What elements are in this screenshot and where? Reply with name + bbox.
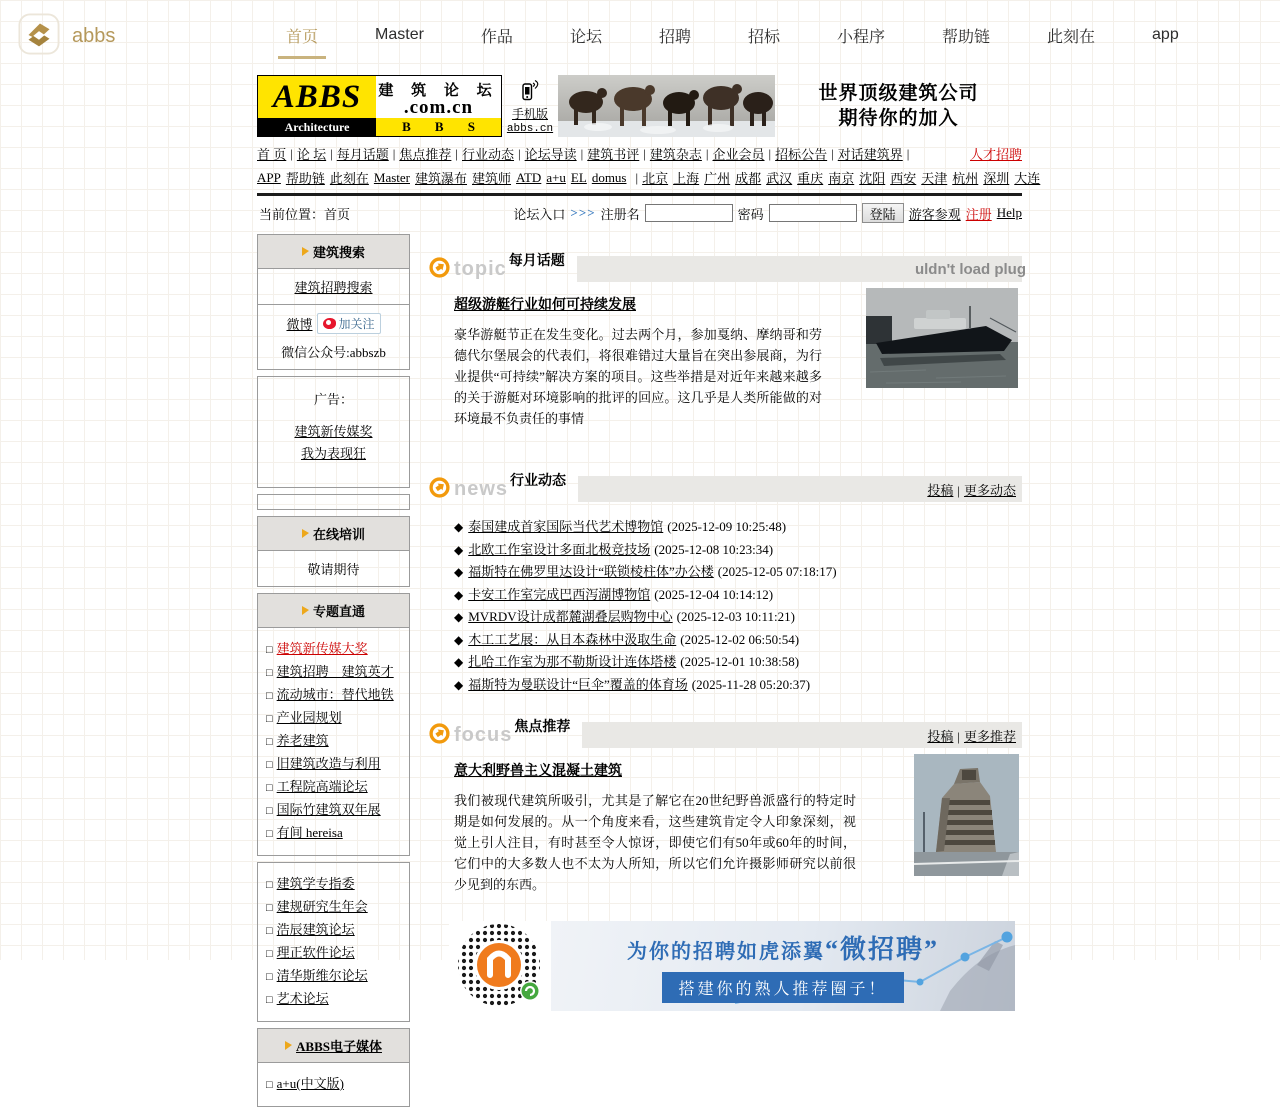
special-links-list2 [258, 863, 409, 1021]
separator: | [906, 145, 910, 161]
nav1-forum-guide[interactable]: 论坛导读 [524, 147, 577, 162]
nav2-now[interactable]: 此刻在 [329, 171, 369, 186]
news-bar [578, 476, 1022, 502]
mobile-phone-icon [520, 77, 540, 107]
special-link-elderly[interactable]: 养老建筑 [276, 733, 329, 748]
banner-ad-text[interactable]: 世界顶级建筑公司 期待你的加入 [818, 83, 979, 129]
nav2-city-chengdu[interactable]: 成都 [735, 171, 762, 186]
separator: | [455, 145, 458, 161]
news-link-8[interactable]: 福斯特为曼联设计“巨伞”覆盖的体育场 [468, 676, 688, 692]
topic-article-title[interactable]: 超级游艇行业如何可持续发展 [454, 298, 636, 313]
arrow-icon [302, 606, 309, 615]
topic-circle-arrow-icon [429, 257, 450, 282]
diamond-bullet-icon: ◆ [454, 610, 464, 624]
sidebar-empty-strip [257, 494, 410, 510]
ad-link-newmedia-award[interactable]: 建筑新传媒奖 [294, 424, 373, 439]
sidebar-header-emedia: ABBS电子媒体 [258, 1029, 409, 1063]
focus-more-link[interactable]: 更多推荐 [963, 728, 1016, 744]
hiring-banner-main [551, 921, 1015, 1011]
arrow-icon [285, 1041, 292, 1050]
banner-bbs-label: B B S [376, 118, 501, 136]
diamond-bullet-icon: ◆ [454, 677, 464, 692]
separator: | [957, 728, 960, 744]
hiring-banner-headline: 为你的招聘如虎添翼“微招聘” [626, 935, 939, 964]
topnav-items [282, 0, 1183, 70]
news-list [429, 504, 1022, 700]
login-button[interactable]: 登陆 [862, 203, 904, 223]
news-circle-arrow-icon [429, 477, 450, 502]
sidebar-header-training: 在线培训 [258, 517, 409, 551]
nav1-forum[interactable]: 论 坛 [296, 147, 327, 162]
special-link-lizheng[interactable]: 理正软件论坛 [276, 945, 355, 960]
separator: | [580, 145, 584, 161]
abbs-banner-logo[interactable] [257, 75, 502, 137]
separator: | [290, 145, 293, 161]
news-time-2: (2025-12-08 10:23:34) [654, 541, 774, 557]
sidebar-header-special: 专题直通 [258, 594, 409, 628]
ad-label: 广告： [313, 392, 353, 407]
diamond-bullet-icon: ◆ [454, 565, 464, 579]
nav1-monthly-topic[interactable]: 每月话题 [336, 147, 389, 162]
nav2-city-guangzhou[interactable]: 广州 [704, 171, 731, 186]
training-item: 敬请期待 [307, 562, 360, 577]
weibo-link[interactable]: 微博 [286, 317, 313, 332]
wechat-account: 微信公众号:abbszb [281, 345, 386, 360]
square-bullet-icon: □ [266, 736, 273, 748]
news-link-6[interactable]: 木工工艺展：从日本森林中汲取生命 [468, 631, 677, 647]
abbs-wordmark: ABBS [258, 76, 376, 118]
help-link[interactable]: Help [996, 205, 1022, 220]
nav2-au[interactable]: a+u [546, 169, 566, 185]
nav2-master[interactable]: Master [373, 169, 410, 185]
diamond-bullet-icon: ◆ [454, 520, 464, 534]
topic-section-header [429, 252, 1026, 284]
news-time-5: (2025-12-03 10:11:21) [676, 609, 795, 624]
top-navbar [0, 0, 1280, 70]
square-bullet-icon: □ [266, 690, 273, 702]
social-cell [258, 304, 409, 369]
sidebar-emedia-box [257, 1028, 410, 1107]
arrows-decoration: >>> [570, 205, 596, 220]
news-submit-link[interactable]: 投稿 [927, 482, 954, 498]
nav1-home[interactable]: 首 页 [257, 147, 287, 162]
separator: | [518, 145, 521, 161]
nav2-city-tianjin[interactable]: 天津 [921, 171, 948, 186]
nav2-architect[interactable]: 建筑师 [472, 171, 512, 186]
nav1-corp-member[interactable]: 企业会员 [712, 147, 765, 162]
news-link-4[interactable]: 卡安工作室完成巴西泻湖博物馆 [468, 586, 651, 602]
focus-article-body: 我们被现代建筑所吸引，尤其是了解它在20世纪野兽派盛行的特定时期是如何发展的。从一个角度来看，这些建筑肯定令人印象深刻，视觉上引人注目，有时甚至令人惊讶，即使它们有50年或60年的时间，它们中的大多数人也不太为人所知，所以它们允许摄影师研究以前很少见到的东西。 [454, 793, 856, 892]
nav2-city-chongqing[interactable]: 重庆 [797, 171, 824, 186]
weibo-follow-button[interactable]: 加关注 [317, 313, 381, 334]
news-time-4: (2025-12-04 10:14:12) [654, 586, 774, 602]
separator: | [635, 169, 639, 185]
separator: | [705, 145, 709, 161]
nav1-industry-news[interactable]: 行业动态 [462, 147, 515, 162]
special-link-gradconf[interactable]: 建规研究生年会 [276, 899, 368, 914]
news-link-5[interactable]: MVRDV设计成都麓湖叠层购物中心 [468, 609, 673, 624]
topnav-item-miniprogram[interactable]: 小程序 [836, 28, 885, 46]
square-bullet-icon: □ [266, 713, 273, 725]
news-time-6: (2025-12-02 06:50:54) [680, 631, 800, 647]
square-bullet-icon: □ [266, 948, 273, 960]
nav2-app[interactable]: APP [257, 169, 281, 185]
diamond-bullet-icon: ◆ [454, 632, 464, 647]
sidebar [257, 234, 410, 1113]
nav1-dialogue[interactable]: 对话建筑界 [837, 147, 903, 162]
nav2-city-dalian[interactable]: 大连 [1014, 171, 1041, 186]
emedia-links-list [258, 1063, 409, 1106]
hiring-banner-subline: 搭建你的熟人推荐圈子！ [662, 972, 903, 1003]
arrow-icon [302, 529, 309, 538]
separator: | [330, 145, 333, 161]
news-link-7[interactable]: 扎哈工作室为那不勒斯设计连体塔楼 [468, 654, 677, 669]
nav2-city-hangzhou[interactable]: 杭州 [952, 171, 979, 186]
nav2-city-shenzhen[interactable]: 深圳 [983, 171, 1010, 186]
focus-tag: focus [454, 723, 513, 746]
square-bullet-icon: □ [266, 667, 273, 679]
mobile-url-link[interactable]: abbs.cn [506, 123, 554, 135]
sidebar-special-box2 [257, 862, 410, 1022]
login-cluster [513, 203, 1022, 223]
focus-title: 焦点推荐 [514, 718, 571, 734]
nav-links-row2 [257, 168, 1041, 196]
topnav-item-works[interactable]: 作品 [480, 28, 513, 46]
topnav-item-now[interactable]: 此刻在 [1047, 28, 1096, 46]
topic-article [429, 284, 1022, 454]
square-bullet-icon: □ [266, 902, 273, 914]
banner-architecture-label: Architecture [258, 118, 376, 136]
sidebar-header-search: 建筑搜索 [258, 235, 409, 269]
focus-submit-link[interactable]: 投稿 [927, 728, 954, 744]
special-link-newmedia[interactable]: 建筑新传媒大奖 [276, 641, 368, 656]
topnav-item-jobs[interactable]: 招聘 [658, 28, 691, 46]
nav2-waterfall[interactable]: 建筑瀑布 [415, 171, 468, 186]
nav2-atd[interactable]: ATD [516, 169, 542, 185]
mobile-version-box [502, 75, 558, 137]
qr-code-image [449, 921, 551, 1011]
topic-tag: topic [454, 257, 507, 280]
nav2-city-xian[interactable]: 西安 [890, 171, 917, 186]
special-link-renovation[interactable]: 旧建筑改造与利用 [276, 756, 381, 771]
special-link-recruit[interactable]: 建筑招聘 建筑英才 [276, 664, 394, 679]
banner-horses-image[interactable] [558, 75, 775, 137]
topnav-item-helplink[interactable]: 帮助链 [942, 28, 991, 46]
nav1-tender-notice[interactable]: 招标公告 [775, 147, 828, 162]
site-banner [257, 75, 1022, 137]
login-row [257, 198, 1022, 228]
news-tag: news [454, 477, 509, 500]
square-bullet-icon: □ [266, 879, 273, 891]
separator: | [957, 482, 960, 498]
ad-link-expression[interactable]: 我为表现狂 [300, 446, 366, 461]
nav2-city-shanghai[interactable]: 上海 [673, 171, 700, 186]
nav1-book-review[interactable]: 建筑书评 [587, 147, 640, 162]
nav2-helplink[interactable]: 帮助链 [285, 171, 325, 186]
content-column [429, 234, 1026, 1113]
nav1-focus[interactable]: 焦点推荐 [399, 147, 452, 162]
special-link-haochen[interactable]: 浩辰建筑论坛 [276, 922, 355, 937]
brutalist-building-image[interactable] [914, 754, 1019, 876]
news-time-7: (2025-12-01 10:38:58) [680, 654, 800, 669]
topnav-item-home[interactable]: 首页 [282, 6, 322, 65]
password-label: 密码 [737, 206, 764, 222]
register-link[interactable]: 注册 [965, 206, 992, 222]
banner-domain: .com.cn [403, 96, 474, 118]
topnav-item-tender[interactable]: 招标 [747, 28, 780, 46]
news-more-link[interactable]: 更多动态 [963, 482, 1016, 498]
password-input[interactable] [769, 204, 857, 222]
abbs-logo-icon [18, 13, 60, 60]
news-time-3: (2025-12-05 07:18:17) [717, 564, 837, 579]
nav2-city-beijing[interactable]: 北京 [642, 171, 669, 186]
special-link-engineering-forum[interactable]: 工程院高端论坛 [276, 779, 368, 794]
square-bullet-icon: □ [266, 759, 273, 771]
separator: | [392, 145, 396, 161]
banner-zh-title: 建 筑 论 坛 [378, 82, 499, 99]
sidebar-search-box [257, 234, 410, 370]
job-search-link[interactable]: 建筑招聘搜索 [294, 280, 373, 295]
focus-article-title[interactable]: 意大利野兽主义混凝土建筑 [454, 764, 622, 779]
username-input[interactable] [645, 204, 733, 222]
main-column [257, 75, 1041, 1113]
mobile-version-link[interactable]: 手机版 [511, 107, 548, 121]
plugin-error-text: uldn't load plug [914, 260, 1026, 278]
topic-title: 每月话题 [508, 252, 565, 268]
focus-section-header [429, 720, 1022, 750]
special-link-industrial-park[interactable]: 产业园规划 [276, 710, 342, 725]
news-time-8: (2025-11-28 05:20:37) [691, 676, 811, 692]
nav1-magazine[interactable]: 建筑杂志 [649, 147, 702, 162]
focus-article [429, 750, 1022, 895]
news-link-2[interactable]: 北欧工作室设计多面北极竞技场 [468, 541, 651, 557]
arrow-icon [302, 247, 309, 256]
separator: | [831, 145, 834, 161]
brand[interactable] [18, 13, 115, 60]
username-label: 注册名 [600, 206, 640, 222]
square-bullet-icon: □ [266, 971, 273, 983]
sidebar-training-box [257, 516, 410, 587]
guest-visit-link[interactable]: 游客参观 [908, 206, 961, 222]
news-link-1[interactable]: 泰国建成首家国际当代艺术博物馆 [468, 519, 664, 534]
special-link-art-forum[interactable]: 艺术论坛 [276, 991, 329, 1006]
special-link-thsware[interactable]: 清华斯维尔论坛 [276, 968, 368, 983]
square-bullet-icon: □ [266, 925, 273, 937]
topnav-item-master[interactable]: Master [375, 26, 424, 43]
square-bullet-icon: □ [266, 1079, 273, 1091]
diamond-bullet-icon: ◆ [454, 655, 464, 669]
square-bullet-icon: □ [266, 644, 273, 656]
diamond-bullet-icon: ◆ [454, 587, 464, 602]
forum-entry-label: 论坛入口 [513, 206, 566, 222]
diamond-bullet-icon: ◆ [454, 542, 464, 557]
nav2-city-nanjing[interactable]: 南京 [828, 171, 855, 186]
news-title: 行业动态 [510, 472, 567, 488]
breadcrumb: 当前位置：首页 [259, 206, 351, 222]
nav1-talent-recruit[interactable]: 人才招聘 [969, 147, 1022, 162]
nav2-city-wuhan[interactable]: 武汉 [766, 171, 793, 186]
topnav-item-forum[interactable]: 论坛 [569, 28, 602, 46]
special-link-archschool[interactable]: 建筑学专指委 [276, 876, 355, 891]
focus-circle-arrow-icon [429, 723, 450, 748]
emedia-link-au[interactable]: a+u(中文版) [276, 1076, 344, 1091]
special-links-list [258, 628, 409, 855]
square-bullet-icon: □ [266, 805, 273, 817]
special-link-bamboo[interactable]: 国际竹建筑双年展 [276, 802, 381, 817]
news-link-3[interactable]: 福斯特在佛罗里达设计“联锁棱柱体”办公楼 [468, 564, 714, 579]
sidebar-special-box [257, 593, 410, 856]
special-link-hereisa[interactable]: 有间 hereisa [276, 825, 343, 840]
square-bullet-icon: □ [266, 782, 273, 794]
special-link-mobile-city[interactable]: 流动城市：替代地铁 [276, 687, 394, 702]
square-bullet-icon: □ [266, 828, 273, 840]
topic-article-body: 豪华游艇节正在发生变化。过去两个月，参加戛纳、摩纳哥和劳德代尔堡展会的代表们，将很难错过大量旨在突出参展商，为行业提供“可持续”解决方案的项目。这些举措是对近年来越来越多的关于游艇对环境影响的批评的回应。这几乎是人类所能做的对环境最不负责任的事情 [454, 327, 822, 426]
square-bullet-icon: □ [266, 994, 273, 1006]
yacht-image[interactable] [866, 288, 1018, 388]
nav2-el[interactable]: EL [570, 169, 587, 185]
topic-bar [577, 256, 1026, 282]
weibo-icon [323, 318, 336, 329]
wechat-hiring-banner[interactable] [449, 921, 1015, 1011]
focus-bar [582, 722, 1022, 748]
sidebar-ad-box [257, 376, 410, 488]
news-time-1: (2025-12-09 10:25:48) [667, 519, 787, 534]
nav2-city-shenyang[interactable]: 沈阳 [859, 171, 886, 186]
topnav-item-app[interactable]: app [1152, 26, 1179, 43]
news-section-header [429, 474, 1022, 504]
nav2-domus[interactable]: domus [591, 169, 627, 185]
separator: | [768, 145, 772, 161]
brand-name: abbs [72, 25, 116, 47]
nav-links-row1 [257, 144, 1022, 163]
separator: | [643, 145, 646, 161]
